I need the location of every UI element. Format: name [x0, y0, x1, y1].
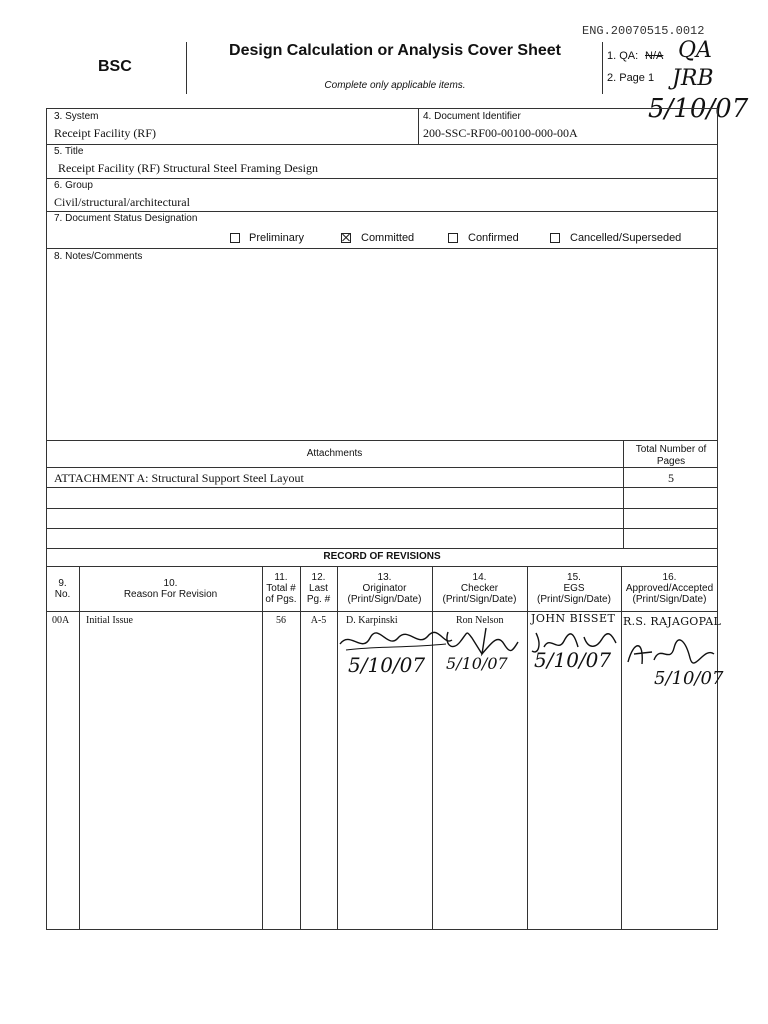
group-value: Civil/structural/architectural — [54, 195, 190, 209]
attachment-a-pages: 5 — [668, 471, 674, 485]
col-div-7 — [621, 566, 622, 930]
system-docid-divider — [418, 108, 419, 144]
attachments-divider — [623, 440, 624, 548]
notes-label: 8. Notes/Comments — [54, 251, 143, 262]
col-div-1 — [79, 566, 80, 930]
approver-date: 5/10/07 — [654, 668, 724, 689]
col-header-total-pages: 11. Total # of Pgs. — [265, 572, 297, 605]
revision-reason: Initial Issue — [86, 615, 133, 626]
system-value: Receipt Facility (RF) — [54, 126, 156, 140]
revisions-title: RECORD OF REVISIONS — [323, 551, 441, 562]
status-option-preliminary: Preliminary — [249, 232, 305, 244]
page-date-handwritten: 5/10/07 — [648, 94, 749, 124]
qa-handwritten: QA — [678, 38, 712, 63]
col-header-last-page: 12. Last Pg. # — [306, 572, 331, 605]
attachments-count-header: Total Number of Pages — [635, 444, 707, 467]
rule-3 — [46, 211, 718, 212]
qa-label: 1. QA: — [607, 50, 639, 62]
revision-total-pages: 56 — [276, 615, 286, 626]
attachment-a-name: ATTACHMENT A: Structural Support Steel Layout — [54, 471, 304, 485]
col-header-checker: 14. Checker (Print/Sign/Date) — [442, 572, 517, 605]
col-header-no: 9. No. — [54, 578, 71, 600]
page-initials-handwritten: JRB — [672, 66, 714, 91]
rule-8 — [46, 508, 718, 509]
rule-1 — [46, 144, 718, 145]
page-label: 2. Page 1 — [607, 72, 655, 84]
originator-name: D. Karpinski — [346, 615, 398, 626]
title-label: 5. Title — [54, 146, 84, 157]
status-option-committed: Committed — [361, 232, 415, 244]
col-div-6 — [527, 566, 528, 930]
rule-2 — [46, 178, 718, 179]
qa-struck-value: N/A — [645, 50, 664, 62]
document-control-number: ENG.20070515.0012 — [582, 24, 705, 38]
checker-date: 5/10/07 — [446, 654, 508, 673]
originator-date: 5/10/07 — [348, 653, 426, 677]
status-option-cancelled: Cancelled/Superseded — [570, 232, 682, 244]
org-logo-text: BSC — [98, 58, 132, 75]
rule-6 — [46, 467, 718, 468]
document-identifier-label: 4. Document Identifier — [423, 111, 521, 122]
checker-name: Ron Nelson — [456, 615, 504, 626]
form-subtitle: Complete only applicable items. — [324, 80, 466, 91]
col-header-egs: 15. EGS (Print/Sign/Date) — [537, 572, 611, 605]
rule-11 — [46, 566, 718, 567]
status-checkbox-preliminary[interactable] — [230, 233, 240, 243]
document-identifier-value: 200-SSC-RF00-00100-000-00A — [423, 126, 578, 140]
col-div-5 — [432, 566, 433, 930]
status-checkbox-confirmed[interactable] — [448, 233, 458, 243]
rule-10 — [46, 548, 718, 549]
status-label: 7. Document Status Designation — [54, 213, 198, 224]
col-header-approved: 16. Approved/Accepted (Print/Sign/Date) — [625, 572, 714, 605]
revision-no: 00A — [52, 615, 70, 626]
checker-signature — [442, 624, 522, 658]
header-divider-right — [602, 42, 603, 94]
egs-date: 5/10/07 — [534, 648, 612, 672]
rule-4 — [46, 248, 718, 249]
form-title: Design Calculation or Analysis Cover Sheet — [229, 42, 561, 59]
approver-signature — [624, 634, 718, 670]
header-divider-left — [186, 42, 187, 94]
attachments-header: Attachments — [306, 448, 363, 459]
revision-last-page: A-5 — [310, 615, 327, 626]
system-label: 3. System — [54, 111, 99, 122]
group-label: 6. Group — [54, 180, 93, 191]
rule-5 — [46, 440, 718, 441]
status-checkbox-cancelled[interactable] — [550, 233, 560, 243]
col-header-reason: 10. Reason For Revision — [123, 578, 218, 600]
egs-name: JOHN BISSET — [531, 612, 616, 625]
rule-9 — [46, 528, 718, 529]
rule-7 — [46, 487, 718, 488]
status-option-confirmed: Confirmed — [468, 232, 519, 244]
col-header-originator: 13. Originator (Print/Sign/Date) — [347, 572, 422, 605]
col-div-4 — [337, 566, 338, 930]
approver-name: R.S. RAJAGOPAL — [623, 615, 722, 628]
title-value: Receipt Facility (RF) Structural Steel Framing Design — [58, 161, 318, 175]
status-checkbox-committed[interactable] — [341, 233, 351, 243]
rule-12 — [46, 611, 718, 612]
